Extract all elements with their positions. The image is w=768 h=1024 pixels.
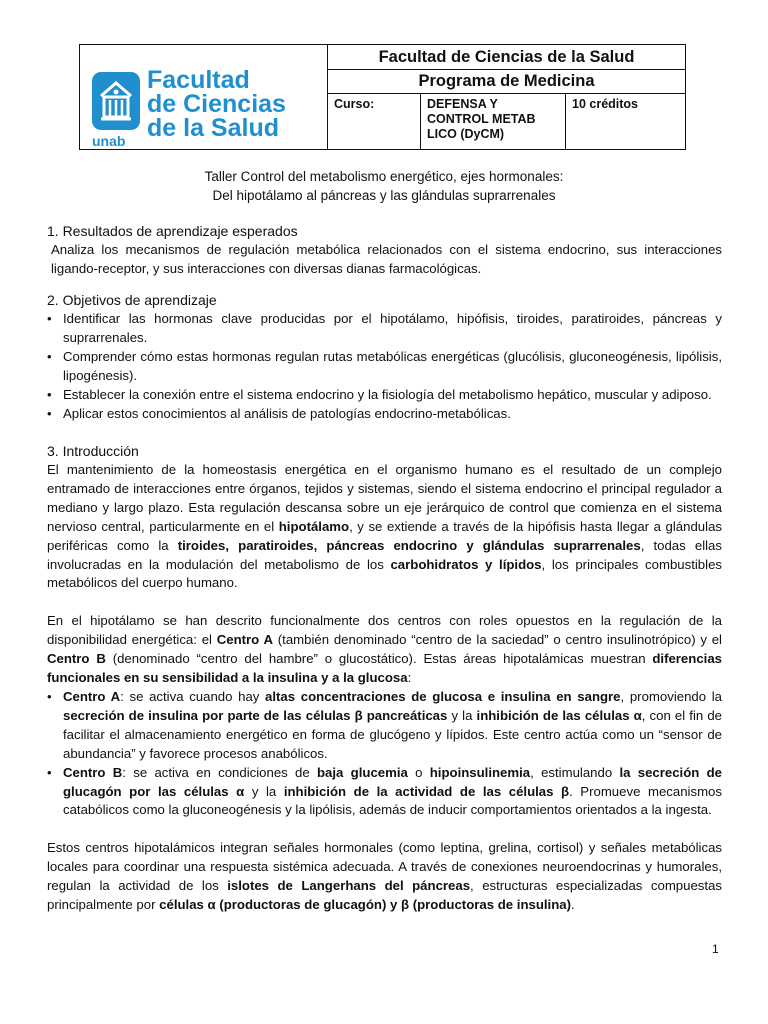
list-item: • Comprender cómo estas hormonas regulan rutas metabólicas energéticas (glucólisis, gluconeogénesis, lipólisis, lipogénesis).	[47, 348, 722, 386]
unab-wordmark: unab	[92, 133, 126, 149]
objectives-list	[47, 310, 722, 423]
logo-wordmark	[147, 68, 286, 140]
section-learning-outcomes	[47, 222, 722, 279]
intro-paragraph-2: En el hipotálamo se han descrito funcionalmente dos centros con roles opuestos en la regulación de la disponibilidad energética: el Centro A (también denominado “centro de la saciedad” o centro insulinotrópico) y el Centro B (denominado “centro del hambre” o glucostático). Estas áreas hipotalámicas muestran diferencias funcionales en su sensibilidad a la insulina y a la glucosa:	[47, 613, 722, 686]
logo-line-2: de Ciencias	[147, 90, 286, 118]
section-objectives	[47, 291, 722, 423]
list-item: • Identificar las hormonas clave producidas por el hipotálamo, hipófisis, tiroides, paratiroides, páncreas y suprarrenales.	[47, 310, 722, 348]
faculty-name: Facultad de Ciencias de la Salud	[328, 45, 685, 70]
intro-paragraph-3: Estos centros hipotalámicos integran señales hormonales (como leptina, grelina, cortisol) y señales metabólicas locales para coordinar una respuesta sistémica adecuada. A través de conexiones neuroendocrinas y humorales, regulan la actividad de los islotes de Langerhans del páncreas, estructuras especializadas compuestas principalmente por células α (productoras de glucagón) y β (productoras de insulina).	[47, 840, 722, 913]
logo-line-1: Facultad	[147, 66, 250, 94]
page-number: 1	[712, 942, 719, 956]
document-title-line-1: Taller Control del metabolismo energético, ejes hormonales:	[204, 169, 564, 184]
section-paragraph: Analiza los mecanismos de regulación metabólica relacionados con el sistema endocrino, sus interacciones ligando-receptor, y sus interacciones con diversas dianas farmacológicas.	[51, 242, 722, 276]
section-heading: 2. Objetivos de aprendizaje	[47, 292, 217, 308]
intro-paragraph-1: El mantenimiento de la homeostasis energética en el organismo humano es el resultado de un complejo entramado de interacciones entre órganos, tejidos y sistemas, siendo el sistema endocrino el principal regulador a mediano y largo plazo. Esta regulación descansa sobre un eje jerárquico de control que comienza en el sistema nervioso central, particularmente en el hipotálamo, y se extiende a través de la hipófisis hasta llegar a glándulas periféricas como la tiroides, paratiroides, páncreas endocrino y glándulas suprarrenales, todas ellas involucradas en la modulación del metabolismo de los carbohidratos y lípidos, los principales combustibles metabólicos del cuerpo humano.	[47, 462, 722, 591]
list-item-centro-b: • Centro B: se activa en condiciones de baja glucemia o hipoinsulinemia, estimulando la secreción de glucagón por las células α y la inhibición de la actividad de las células β. Promueve mecanismos catabólicos como la gluconeogénesis y la lipólisis, además de inducir comportamientos orientados a la ingesta.	[47, 764, 722, 821]
logo-cell	[80, 45, 328, 149]
section-heading: 1. Resultados de aprendizaje esperados	[47, 223, 298, 239]
list-item: • Establecer la conexión entre el sistema endocrino y la fisiología del metabolismo hepático, muscular y adiposo.	[47, 386, 722, 405]
section-introduction	[47, 442, 722, 915]
centers-list	[47, 688, 722, 820]
building-logo-icon	[92, 72, 140, 130]
logo-line-3: de la Salud	[147, 114, 279, 142]
list-item-centro-a: • Centro A: se activa cuando hay altas concentraciones de glucosa e insulina en sangre, promoviendo la secreción de insulina por parte de las células β pancreáticas y la inhibición de las células α, con el fin de facilitar el almacenamiento energético en forma de glucógeno y lípidos. Este centro actúa como un “sensor de abundancia” y favorece procesos anabólicos.	[47, 688, 722, 764]
header-table	[79, 44, 686, 150]
list-item: • Aplicar estos conocimientos al análisis de patologías endocrino-metabólicas.	[47, 405, 722, 424]
section-heading: 3. Introducción	[47, 443, 139, 459]
program-name: Programa de Medicina	[328, 70, 685, 94]
course-row	[328, 94, 685, 149]
course-label: Curso:	[328, 94, 421, 149]
course-name: DEFENSA Y CONTROL METAB LICO (DyCM)	[421, 94, 566, 149]
document-title-line-2: Del hipotálamo al páncreas y las glándulas suprarrenales	[212, 188, 556, 203]
course-credits: 10 créditos	[572, 97, 639, 111]
